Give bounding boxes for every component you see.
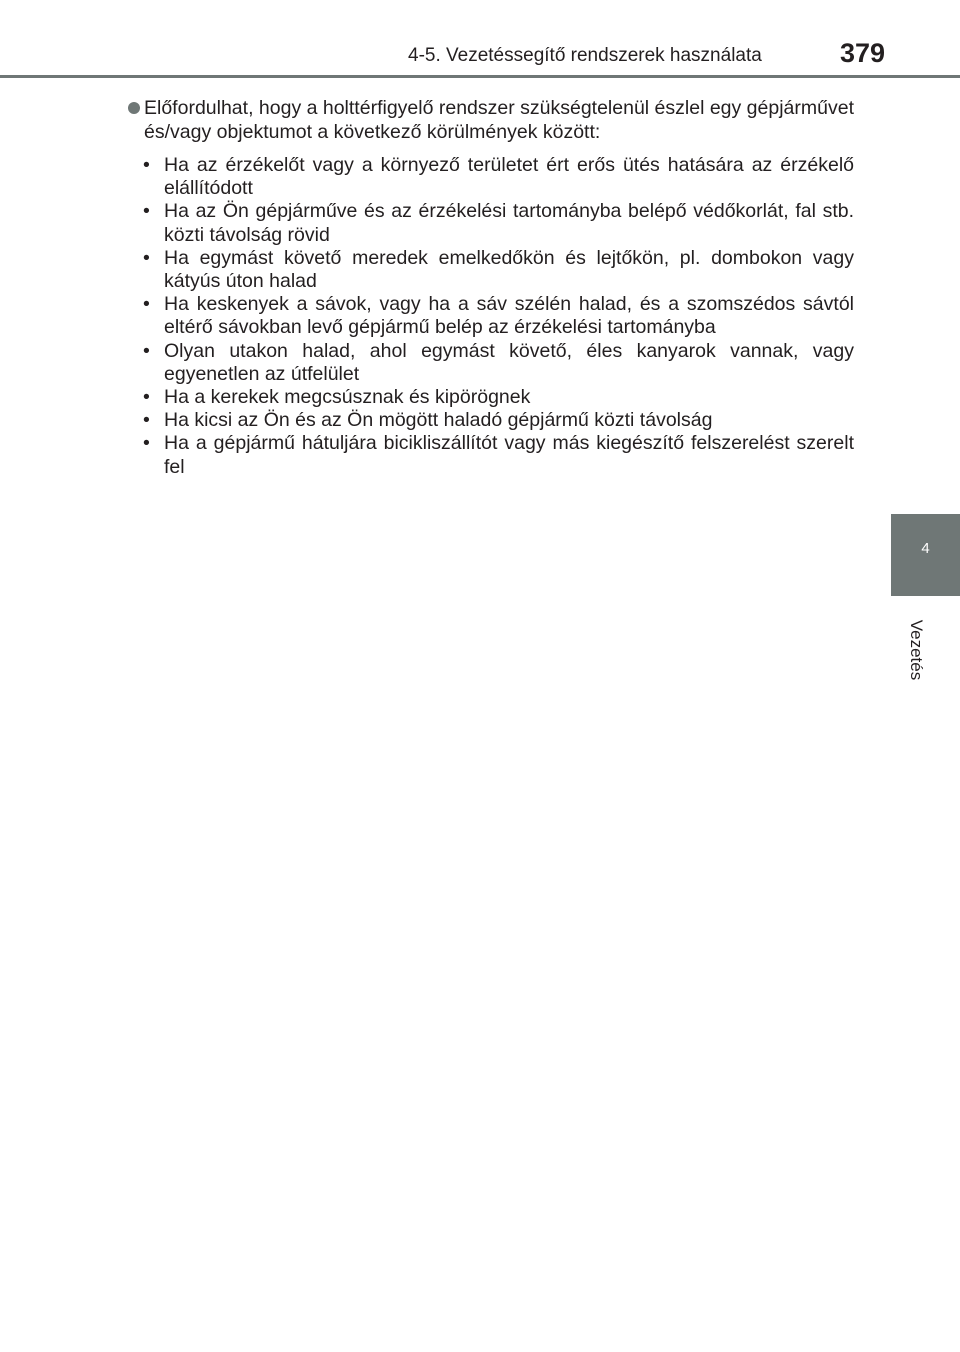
list-item-text: Ha egymást követő meredek emelkedőkön és lejtőkön, pl. dombokon vagy kátyús úton halad [164,246,854,293]
dot-bullet-icon: • [143,246,150,269]
dot-bullet-icon: • [143,432,150,455]
condition-list [128,154,854,479]
list-item [128,340,854,386]
dot-bullet-icon: • [143,409,150,432]
chapter-number: 4 [921,540,930,557]
list-item-text: Ha a gépjármű hátuljára bicikliszállítót vagy más kiegészítő felszerelést szerelt fel [164,432,854,478]
dot-bullet-icon: • [143,293,150,316]
list-item-text: Ha kicsi az Ön és az Ön mögött haladó gépjármű közti távolság [164,409,713,432]
list-item-text: Ha keskenyek a sávok, vagy ha a sáv szélén halad, és a szomszédos sávtól eltérő sávokban levő gépjármű belép az érzékelési tartományba [164,293,854,339]
list-item [128,247,854,293]
dot-bullet-icon: • [143,339,150,362]
page-number: 379 [840,38,886,68]
intro-paragraph [128,96,854,144]
list-item [128,432,854,478]
dot-bullet-icon: • [143,386,150,409]
chapter-label: Vezetés [907,619,926,681]
list-item-text: Ha az érzékelőt vagy a környező területet ért erős ütés hatására az érzékelő elállítódott [164,154,854,200]
list-item [128,154,854,200]
section-title: 4-5. Vezetéssegítő rendszerek használata [408,45,762,66]
list-item [128,200,854,246]
intro-text: Előfordulhat, hogy a holttérfigyelő rendszer szükségtelenül észlel egy gépjárművet és/vagy objektumot a következő körülmények között: [144,97,854,143]
list-item-text: Ha a kerekek megcsúsznak és kipörögnek [164,386,531,409]
list-item-text: Olyan utakon halad, ahol egymást követő, éles kanyarok vannak, vagy egyenetlen az útfelület [164,339,854,385]
circle-bullet-icon [128,102,140,114]
dot-bullet-icon: • [143,154,150,176]
list-item [128,386,854,409]
list-item [128,293,854,339]
dot-bullet-icon: • [143,200,150,223]
list-item-text: Ha az Ön gépjárműve és az érzékelési tartományba belépő védőkorlát, fal stb. közti távolság rövid [164,200,854,246]
main-content [128,96,854,479]
list-item [128,409,854,432]
header-divider [0,75,960,78]
